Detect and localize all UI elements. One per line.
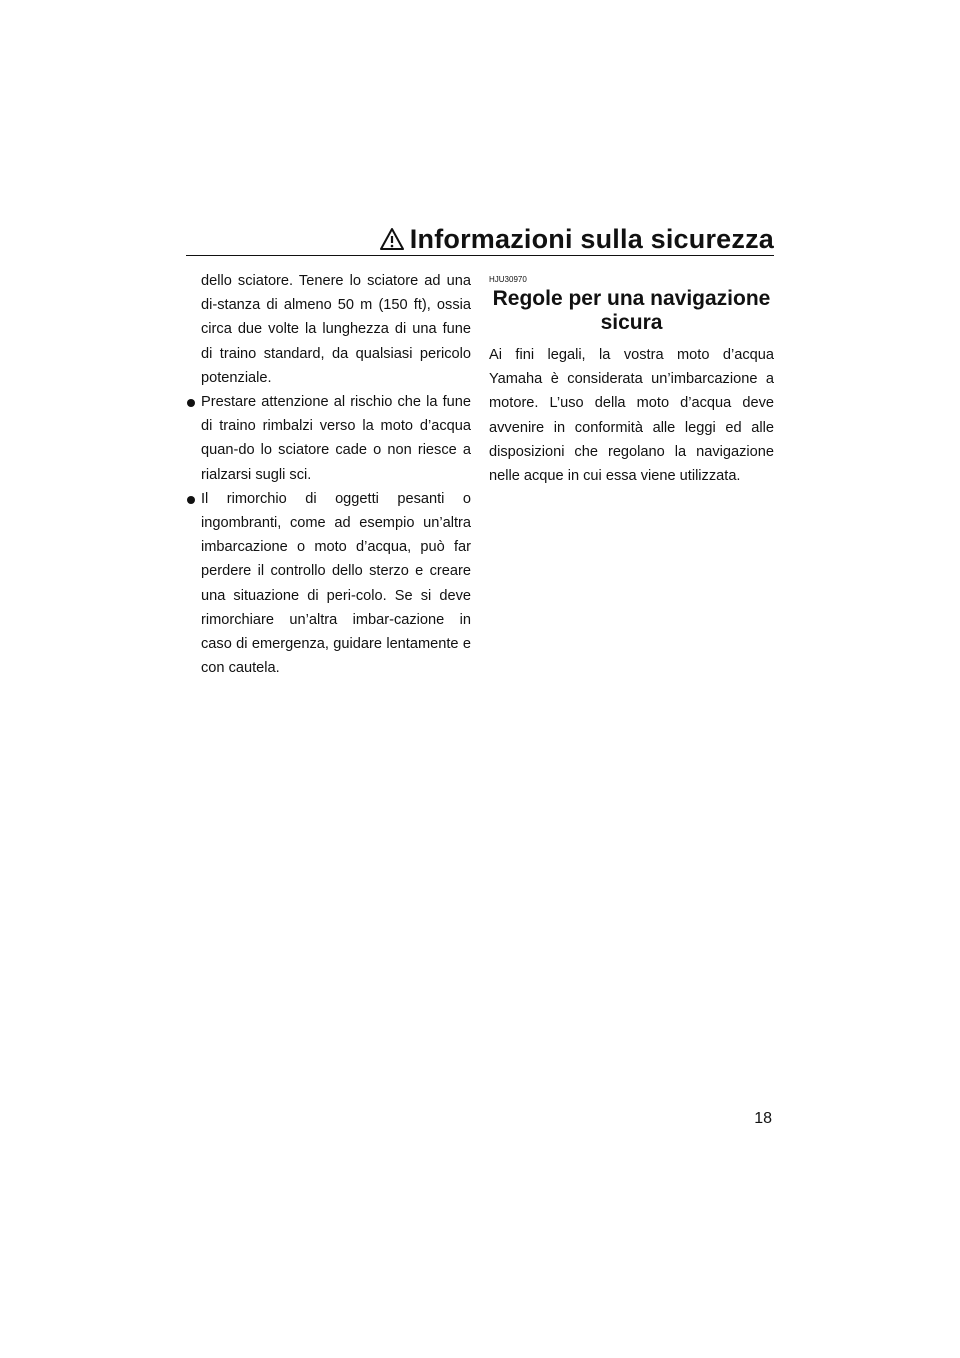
bullet-icon: [187, 399, 195, 407]
section-code: HJU30970: [489, 275, 527, 284]
bullet-list: [186, 390, 471, 680]
continuation-paragraph: dello sciatore. Tenere lo sciatore ad una di-stanza di almeno 50 m (150 ft), ossia circa due volte la lunghezza di una fune di traino standard, da qualsiasi pericolo potenziale.: [201, 273, 471, 386]
right-column: [489, 269, 774, 488]
section-body: Ai fini legali, la vostra moto d’acqua Yamaha è considerata un’imbarcazione a motore. L’uso della moto d’acqua deve avvenire in conformità alle leggi ed alle disposizioni che regolano la navigazione nelle acque in cui essa viene utilizzata.: [489, 347, 774, 485]
list-item: [186, 487, 471, 681]
page-header: [186, 222, 774, 259]
page-number: 18: [754, 1110, 772, 1127]
list-item: [186, 390, 471, 487]
warning-triangle-icon: [380, 225, 404, 259]
header-divider: [186, 255, 774, 256]
bullet-icon: [187, 496, 195, 504]
bullet-text: Prestare attenzione al rischio che la fune di traino rimbalzi verso la moto d’acqua quan-do lo sciatore cade o non riesce a rialzarsi sugli sci.: [201, 394, 471, 483]
left-column: [186, 269, 471, 680]
page-title: Informazioni sulla sicurezza: [409, 224, 774, 254]
bullet-text: Il rimorchio di oggetti pesanti o ingombranti, come ad esempio un’altra imbarcazione o moto d’acqua, può far perdere il controllo dello sterzo e creare una situazione di peri-colo. Se si deve rimorchiare un’altra imbar-cazione in caso di emergenza, guidare lentamente e con cautela.: [201, 490, 471, 677]
section-title: Regole per una navigazione sicura: [492, 287, 771, 334]
